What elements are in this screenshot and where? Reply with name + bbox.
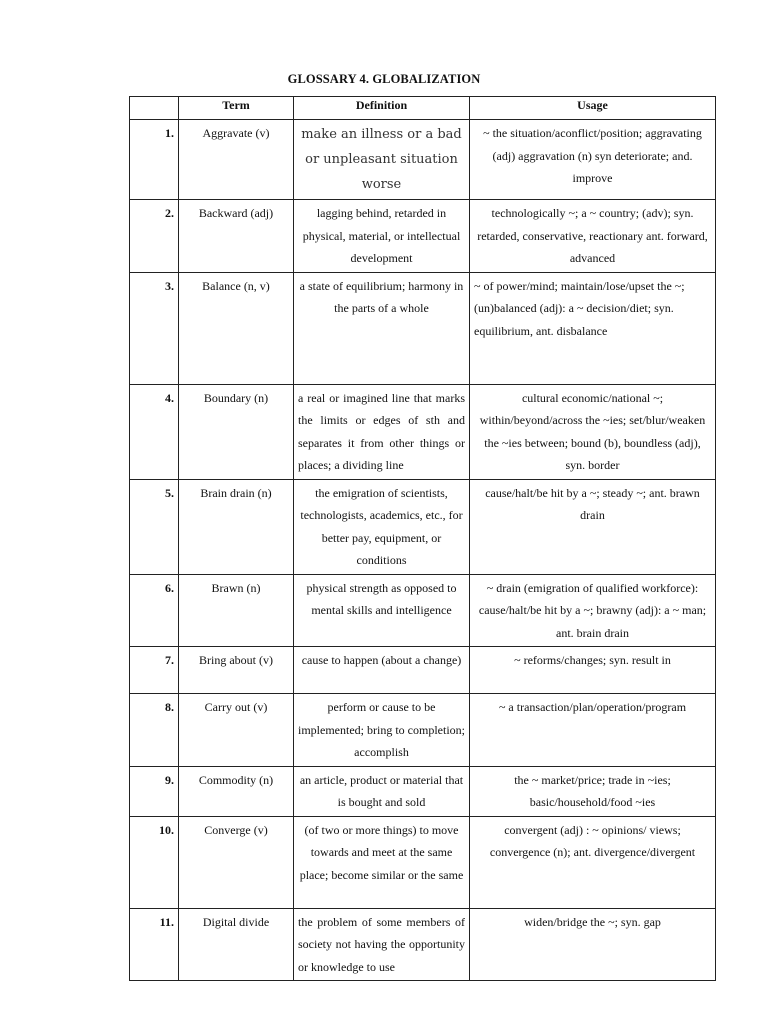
table-row	[130, 694, 716, 767]
table-row	[130, 574, 716, 647]
row-term: Digital divide	[179, 908, 294, 981]
row-number: 7.	[130, 647, 179, 694]
row-definition: the problem of some members of society not having the opportunity or knowledge to use	[294, 908, 470, 981]
row-usage: convergent (adj) : ~ opinions/ views; convergence (n); ant. divergence/divergent	[470, 816, 716, 908]
row-number: 8.	[130, 694, 179, 767]
row-number: 11.	[130, 908, 179, 981]
row-term: Backward (adj)	[179, 200, 294, 273]
table-row	[130, 479, 716, 574]
row-definition: a real or imagined line that marks the limits or edges of sth and separates it from other things or places; a dividing line	[294, 384, 470, 479]
row-definition: perform or cause to be implemented; bring to completion; accomplish	[294, 694, 470, 767]
row-usage: widen/bridge the ~; syn. gap	[470, 908, 716, 981]
table-row	[130, 766, 716, 816]
row-definition: make an illness or a bad or unpleasant situation worse	[294, 120, 470, 200]
page-title: GLOSSARY 4. GLOBALIZATION	[287, 72, 481, 86]
row-usage: ~ a transaction/plan/operation/program	[470, 694, 716, 767]
table-row	[130, 908, 716, 981]
row-usage: ~ the situation/aconflict/position; aggravating (adj) aggravation (n) syn deteriorate; and. improve	[470, 120, 716, 200]
row-definition: the emigration of scientists, technologists, academics, etc., for better pay, equipment, or conditions	[294, 479, 470, 574]
row-term: Brawn (n)	[179, 574, 294, 647]
row-definition: an article, product or material that is bought and sold	[294, 766, 470, 816]
row-number: 3.	[130, 272, 179, 384]
row-number: 6.	[130, 574, 179, 647]
header-term: Term	[179, 97, 294, 120]
row-usage: cultural economic/national ~; within/beyond/across the ~ies; set/blur/weaken the ~ies between; bound (b), boundless (adj), syn. border	[470, 384, 716, 479]
row-number: 9.	[130, 766, 179, 816]
row-term: Balance (n, v)	[179, 272, 294, 384]
row-number: 5.	[130, 479, 179, 574]
row-number: 2.	[130, 200, 179, 273]
table-row	[130, 647, 716, 694]
row-usage: ~ drain (emigration of qualified workforce): cause/halt/be hit by a ~; brawny (adj): a ~ man; ant. brain drain	[470, 574, 716, 647]
row-term: Brain drain (n)	[179, 479, 294, 574]
row-number: 1.	[130, 120, 179, 200]
row-number: 10.	[130, 816, 179, 908]
row-term: Boundary (n)	[179, 384, 294, 479]
row-number: 4.	[130, 384, 179, 479]
table-row	[130, 816, 716, 908]
table-header-row	[130, 97, 716, 120]
row-term: Aggravate (v)	[179, 120, 294, 200]
row-definition: cause to happen (about a change)	[294, 647, 470, 694]
row-term: Carry out (v)	[179, 694, 294, 767]
header-usage: Usage	[470, 97, 716, 120]
row-usage: technologically ~; a ~ country; (adv); syn. retarded, conservative, reactionary ant. forward, advanced	[470, 200, 716, 273]
header-number	[130, 97, 179, 120]
row-term: Commodity (n)	[179, 766, 294, 816]
row-definition: a state of equilibrium; harmony in the parts of a whole	[294, 272, 470, 384]
table-row	[130, 384, 716, 479]
header-definition: Definition	[294, 97, 470, 120]
glossary-table	[129, 96, 716, 981]
row-term: Converge (v)	[179, 816, 294, 908]
table-row	[130, 272, 716, 384]
table-row	[130, 200, 716, 273]
row-definition: physical strength as opposed to mental skills and intelligence	[294, 574, 470, 647]
row-definition: lagging behind, retarded in physical, material, or intellectual development	[294, 200, 470, 273]
row-usage: cause/halt/be hit by a ~; steady ~; ant. brawn drain	[470, 479, 716, 574]
row-usage: ~ reforms/changes; syn. result in	[470, 647, 716, 694]
row-term: Bring about (v)	[179, 647, 294, 694]
row-usage: the ~ market/price; trade in ~ies; basic/household/food ~ies	[470, 766, 716, 816]
row-usage: ~ of power/mind; maintain/lose/upset the ~; (un)balanced (adj): a ~ decision/diet; syn. equilibrium, ant. disbalance	[470, 272, 716, 384]
row-definition: (of two or more things) to move towards and meet at the same place; become similar or the same	[294, 816, 470, 908]
table-row	[130, 120, 716, 200]
